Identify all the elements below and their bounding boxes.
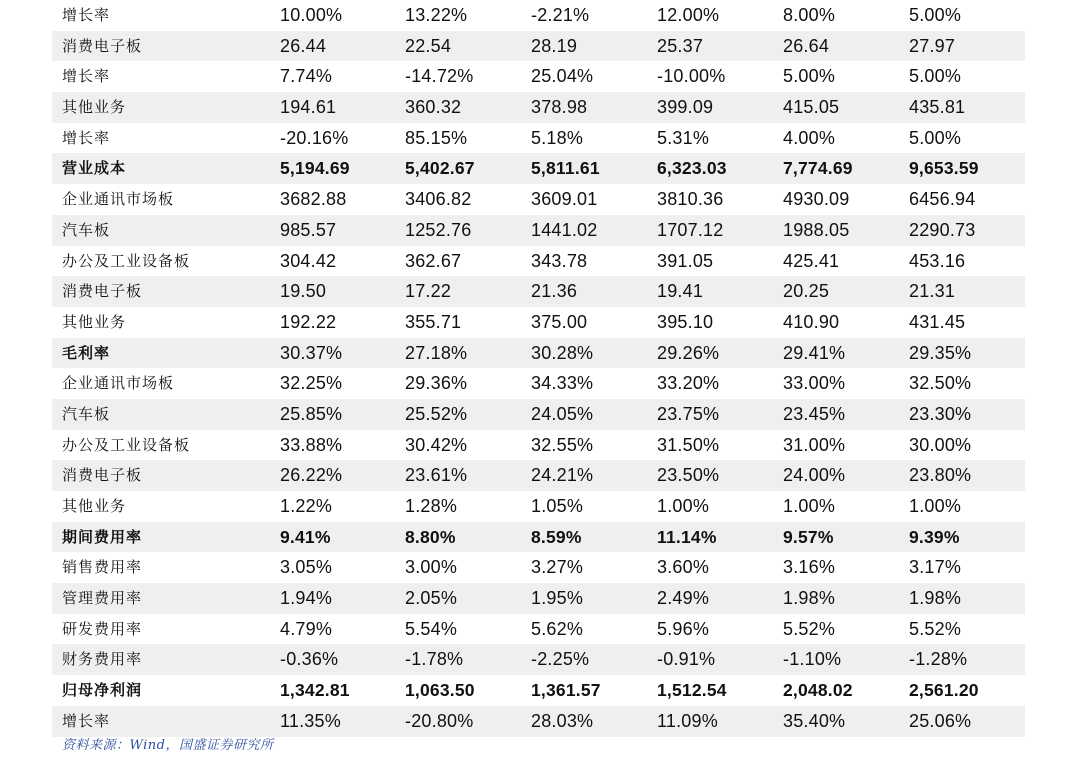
table-row bbox=[52, 552, 1025, 583]
table-cell: 27.97 bbox=[909, 35, 956, 56]
table-cell: 30.00% bbox=[909, 434, 972, 455]
table-cell: 3682.88 bbox=[280, 189, 347, 210]
row-label: 企业通讯市场板 bbox=[62, 374, 175, 393]
table-cell: 5.18% bbox=[531, 127, 584, 148]
table-row bbox=[52, 460, 1025, 491]
table-row bbox=[52, 215, 1025, 246]
table-cell: 2,561.20 bbox=[909, 680, 979, 701]
table-cell: -2.25% bbox=[531, 649, 590, 670]
table-cell: 5,402.67 bbox=[405, 158, 475, 179]
table-cell: -0.36% bbox=[280, 649, 339, 670]
table-cell: 4.00% bbox=[783, 127, 836, 148]
table-cell: 13.22% bbox=[405, 5, 468, 25]
table-row bbox=[52, 123, 1025, 154]
table-cell: -10.00% bbox=[657, 66, 726, 87]
row-label: 企业通讯市场板 bbox=[62, 190, 175, 209]
table-row bbox=[52, 31, 1025, 62]
table-cell: 25.52% bbox=[405, 403, 468, 424]
table-cell: 24.00% bbox=[783, 465, 846, 486]
table-cell: 23.75% bbox=[657, 403, 720, 424]
table-row bbox=[52, 153, 1025, 184]
table-cell: 1707.12 bbox=[657, 219, 724, 240]
table-cell: 395.10 bbox=[657, 311, 714, 332]
table-cell: 375.00 bbox=[531, 311, 588, 332]
table-cell: 31.00% bbox=[783, 434, 846, 455]
table-cell: 5.00% bbox=[909, 127, 962, 148]
table-cell: 3406.82 bbox=[405, 189, 472, 210]
table-cell: -1.78% bbox=[405, 649, 464, 670]
table-cell: 5.52% bbox=[909, 618, 962, 639]
table-cell: 7.74% bbox=[280, 66, 333, 87]
table-cell: 5.62% bbox=[531, 618, 584, 639]
table-cell: 20.25 bbox=[783, 281, 830, 302]
table-cell: 1441.02 bbox=[531, 219, 598, 240]
table-cell: 17.22 bbox=[405, 281, 452, 302]
table-cell: 26.64 bbox=[783, 35, 830, 56]
table-cell: 19.41 bbox=[657, 281, 704, 302]
row-label: 期间费用率 bbox=[62, 527, 143, 546]
table-cell: 33.00% bbox=[783, 373, 846, 394]
table-row bbox=[52, 522, 1025, 553]
table-cell: 431.45 bbox=[909, 311, 966, 332]
table-cell: 32.50% bbox=[909, 373, 972, 394]
row-label: 增长率 bbox=[62, 6, 111, 24]
table-cell: 1,342.81 bbox=[280, 680, 350, 701]
table-cell: 360.32 bbox=[405, 97, 462, 118]
table-cell: 3.60% bbox=[657, 557, 710, 578]
table-cell: 11.09% bbox=[657, 710, 718, 731]
row-label: 其他业务 bbox=[62, 312, 127, 331]
table-cell: 4.79% bbox=[280, 618, 333, 639]
table-cell: 22.54 bbox=[405, 35, 452, 56]
table-row bbox=[52, 644, 1025, 675]
table-cell: 425.41 bbox=[783, 250, 840, 271]
table-cell: 25.04% bbox=[531, 66, 594, 87]
table-cell: -1.10% bbox=[783, 649, 842, 670]
table-cell: 3.17% bbox=[909, 557, 962, 578]
table-cell: 1.94% bbox=[280, 588, 333, 609]
row-label: 增长率 bbox=[62, 128, 111, 147]
table-cell: 5.54% bbox=[405, 618, 458, 639]
table-cell: 27.18% bbox=[405, 342, 468, 363]
table-row bbox=[52, 614, 1025, 645]
table-cell: 2,048.02 bbox=[783, 680, 853, 701]
source-note: 资料来源：Wind，国盛证券研究所 bbox=[62, 738, 274, 753]
table-cell: 29.36% bbox=[405, 373, 468, 394]
table-cell: 6,323.03 bbox=[657, 158, 727, 179]
table-cell: 391.05 bbox=[657, 250, 714, 271]
row-label: 销售费用率 bbox=[62, 558, 143, 577]
table-cell: 415.05 bbox=[783, 97, 840, 118]
row-label: 营业成本 bbox=[62, 159, 127, 178]
table-cell: 2290.73 bbox=[909, 219, 976, 240]
table-cell: 5.31% bbox=[657, 127, 710, 148]
table-cell: 1252.76 bbox=[405, 219, 472, 240]
table-cell: 31.50% bbox=[657, 434, 720, 455]
table-cell: 3.16% bbox=[783, 557, 836, 578]
row-label: 其他业务 bbox=[62, 497, 127, 515]
table-cell: 12.00% bbox=[657, 5, 720, 25]
table-cell: 28.19 bbox=[531, 35, 578, 56]
table-cell: 35.40% bbox=[783, 710, 846, 731]
row-label: 增长率 bbox=[62, 711, 111, 730]
table-cell: 3.27% bbox=[531, 557, 584, 578]
table-cell: 21.36 bbox=[531, 281, 578, 302]
table-row bbox=[52, 184, 1025, 215]
row-label: 研发费用率 bbox=[62, 619, 143, 638]
table-cell: 30.37% bbox=[280, 342, 343, 363]
table-cell: 985.57 bbox=[280, 219, 337, 240]
table-row bbox=[52, 0, 1025, 31]
table-cell: 194.61 bbox=[280, 97, 337, 118]
table-cell: 1,361.57 bbox=[531, 680, 601, 701]
table-row bbox=[52, 368, 1025, 399]
row-label: 毛利率 bbox=[62, 343, 111, 362]
table-cell: 33.20% bbox=[657, 373, 720, 394]
table-cell: 21.31 bbox=[909, 281, 956, 302]
table-cell: 5,194.69 bbox=[280, 158, 350, 179]
table-cell: 9,653.59 bbox=[909, 158, 979, 179]
table-cell: 453.16 bbox=[909, 250, 966, 271]
financial-table bbox=[52, 0, 1025, 737]
table-cell: 30.28% bbox=[531, 342, 594, 363]
table-cell: 435.81 bbox=[909, 97, 966, 118]
table-cell: 9.41% bbox=[280, 526, 331, 547]
table-cell: 8.00% bbox=[783, 5, 836, 25]
table-row bbox=[52, 430, 1025, 461]
table-cell: 1.00% bbox=[657, 496, 710, 516]
row-label: 消费电子板 bbox=[62, 466, 143, 485]
row-label: 财务费用率 bbox=[62, 650, 143, 669]
table-cell: 1,063.50 bbox=[405, 680, 475, 701]
table-row bbox=[52, 61, 1025, 92]
table-row bbox=[52, 307, 1025, 338]
table-cell: 3810.36 bbox=[657, 189, 724, 210]
table-cell: 30.42% bbox=[405, 434, 468, 455]
table-cell: 5.52% bbox=[783, 618, 836, 639]
table-cell: 23.61% bbox=[405, 465, 468, 486]
table-cell: 5.00% bbox=[909, 66, 962, 87]
table-cell: -1.28% bbox=[909, 649, 968, 670]
table-cell: 25.37 bbox=[657, 35, 704, 56]
table-cell: 11.35% bbox=[280, 710, 341, 731]
table-cell: 5,811.61 bbox=[531, 158, 600, 179]
table-cell: 1.05% bbox=[531, 496, 584, 516]
table-cell: 3.00% bbox=[405, 557, 458, 578]
row-label: 消费电子板 bbox=[62, 36, 143, 55]
table-row bbox=[52, 276, 1025, 307]
table-cell: 23.50% bbox=[657, 465, 720, 486]
table-cell: 85.15% bbox=[405, 127, 468, 148]
table-cell: 23.80% bbox=[909, 465, 972, 486]
table-cell: 362.67 bbox=[405, 250, 462, 271]
row-label: 增长率 bbox=[62, 67, 111, 86]
table-cell: 8.59% bbox=[531, 526, 582, 547]
table-cell: 5.96% bbox=[657, 618, 710, 639]
row-label: 管理费用率 bbox=[62, 589, 143, 608]
table-cell: 29.41% bbox=[783, 342, 846, 363]
table-row bbox=[52, 675, 1025, 706]
table-cell: 34.33% bbox=[531, 373, 594, 394]
table-cell: -2.21% bbox=[531, 5, 590, 25]
table-cell: 5.00% bbox=[783, 66, 836, 87]
table-cell: -20.80% bbox=[405, 710, 474, 731]
table-cell: 28.03% bbox=[531, 710, 594, 731]
table-cell: 25.85% bbox=[280, 403, 343, 424]
row-label: 办公及工业设备板 bbox=[62, 435, 191, 454]
row-label: 汽车板 bbox=[62, 220, 111, 239]
table-cell: 1.28% bbox=[405, 496, 458, 516]
table-cell: 25.06% bbox=[909, 710, 972, 731]
table-cell: 5.00% bbox=[909, 5, 962, 25]
table-cell: 7,774.69 bbox=[783, 158, 853, 179]
table-cell: 29.35% bbox=[909, 342, 972, 363]
table-cell: 304.42 bbox=[280, 250, 337, 271]
table-cell: 1.98% bbox=[783, 588, 836, 609]
table-cell: 24.05% bbox=[531, 403, 594, 424]
row-label: 归母净利润 bbox=[62, 681, 143, 700]
table-row bbox=[52, 92, 1025, 123]
table-cell: 1.95% bbox=[531, 588, 584, 609]
table-cell: -0.91% bbox=[657, 649, 716, 670]
table-cell: 192.22 bbox=[280, 311, 337, 332]
row-label: 消费电子板 bbox=[62, 282, 143, 301]
table-cell: 1.00% bbox=[909, 496, 962, 516]
table-cell: 6456.94 bbox=[909, 189, 976, 210]
row-label: 办公及工业设备板 bbox=[62, 251, 191, 270]
table-cell: 355.71 bbox=[405, 311, 462, 332]
table-cell: 2.49% bbox=[657, 588, 710, 609]
table-cell: 1,512.54 bbox=[657, 680, 727, 701]
row-label: 汽车板 bbox=[62, 404, 111, 423]
table-cell: 9.57% bbox=[783, 526, 834, 547]
table-cell: 32.55% bbox=[531, 434, 594, 455]
table-cell: -20.16% bbox=[280, 127, 349, 148]
table-cell: -14.72% bbox=[405, 66, 474, 87]
table-cell: 26.44 bbox=[280, 35, 327, 56]
table-cell: 9.39% bbox=[909, 526, 960, 547]
table-cell: 410.90 bbox=[783, 311, 840, 332]
table-cell: 29.26% bbox=[657, 342, 720, 363]
table-cell: 23.30% bbox=[909, 403, 972, 424]
table-cell: 1988.05 bbox=[783, 219, 850, 240]
table-cell: 4930.09 bbox=[783, 189, 850, 210]
table-cell: 11.14% bbox=[657, 526, 717, 547]
table-cell: 8.80% bbox=[405, 526, 456, 547]
table-cell: 2.05% bbox=[405, 588, 458, 609]
table-row bbox=[52, 583, 1025, 614]
table-row bbox=[52, 399, 1025, 430]
row-label: 其他业务 bbox=[62, 98, 127, 117]
table-cell: 3609.01 bbox=[531, 189, 598, 210]
table-cell: 10.00% bbox=[280, 5, 343, 25]
table-cell: 3.05% bbox=[280, 557, 333, 578]
table-cell: 23.45% bbox=[783, 403, 846, 424]
table-cell: 26.22% bbox=[280, 465, 343, 486]
table-cell: 1.00% bbox=[783, 496, 836, 516]
table-cell: 24.21% bbox=[531, 465, 594, 486]
table-row bbox=[52, 706, 1025, 737]
table-row bbox=[52, 491, 1025, 522]
table-cell: 19.50 bbox=[280, 281, 327, 302]
table-cell: 1.22% bbox=[280, 496, 333, 516]
table-cell: 33.88% bbox=[280, 434, 343, 455]
table-row bbox=[52, 246, 1025, 277]
table-cell: 32.25% bbox=[280, 373, 343, 394]
table-cell: 1.98% bbox=[909, 588, 962, 609]
table-cell: 343.78 bbox=[531, 250, 588, 271]
table-cell: 399.09 bbox=[657, 97, 714, 118]
table-row bbox=[52, 338, 1025, 369]
table-cell: 378.98 bbox=[531, 97, 588, 118]
